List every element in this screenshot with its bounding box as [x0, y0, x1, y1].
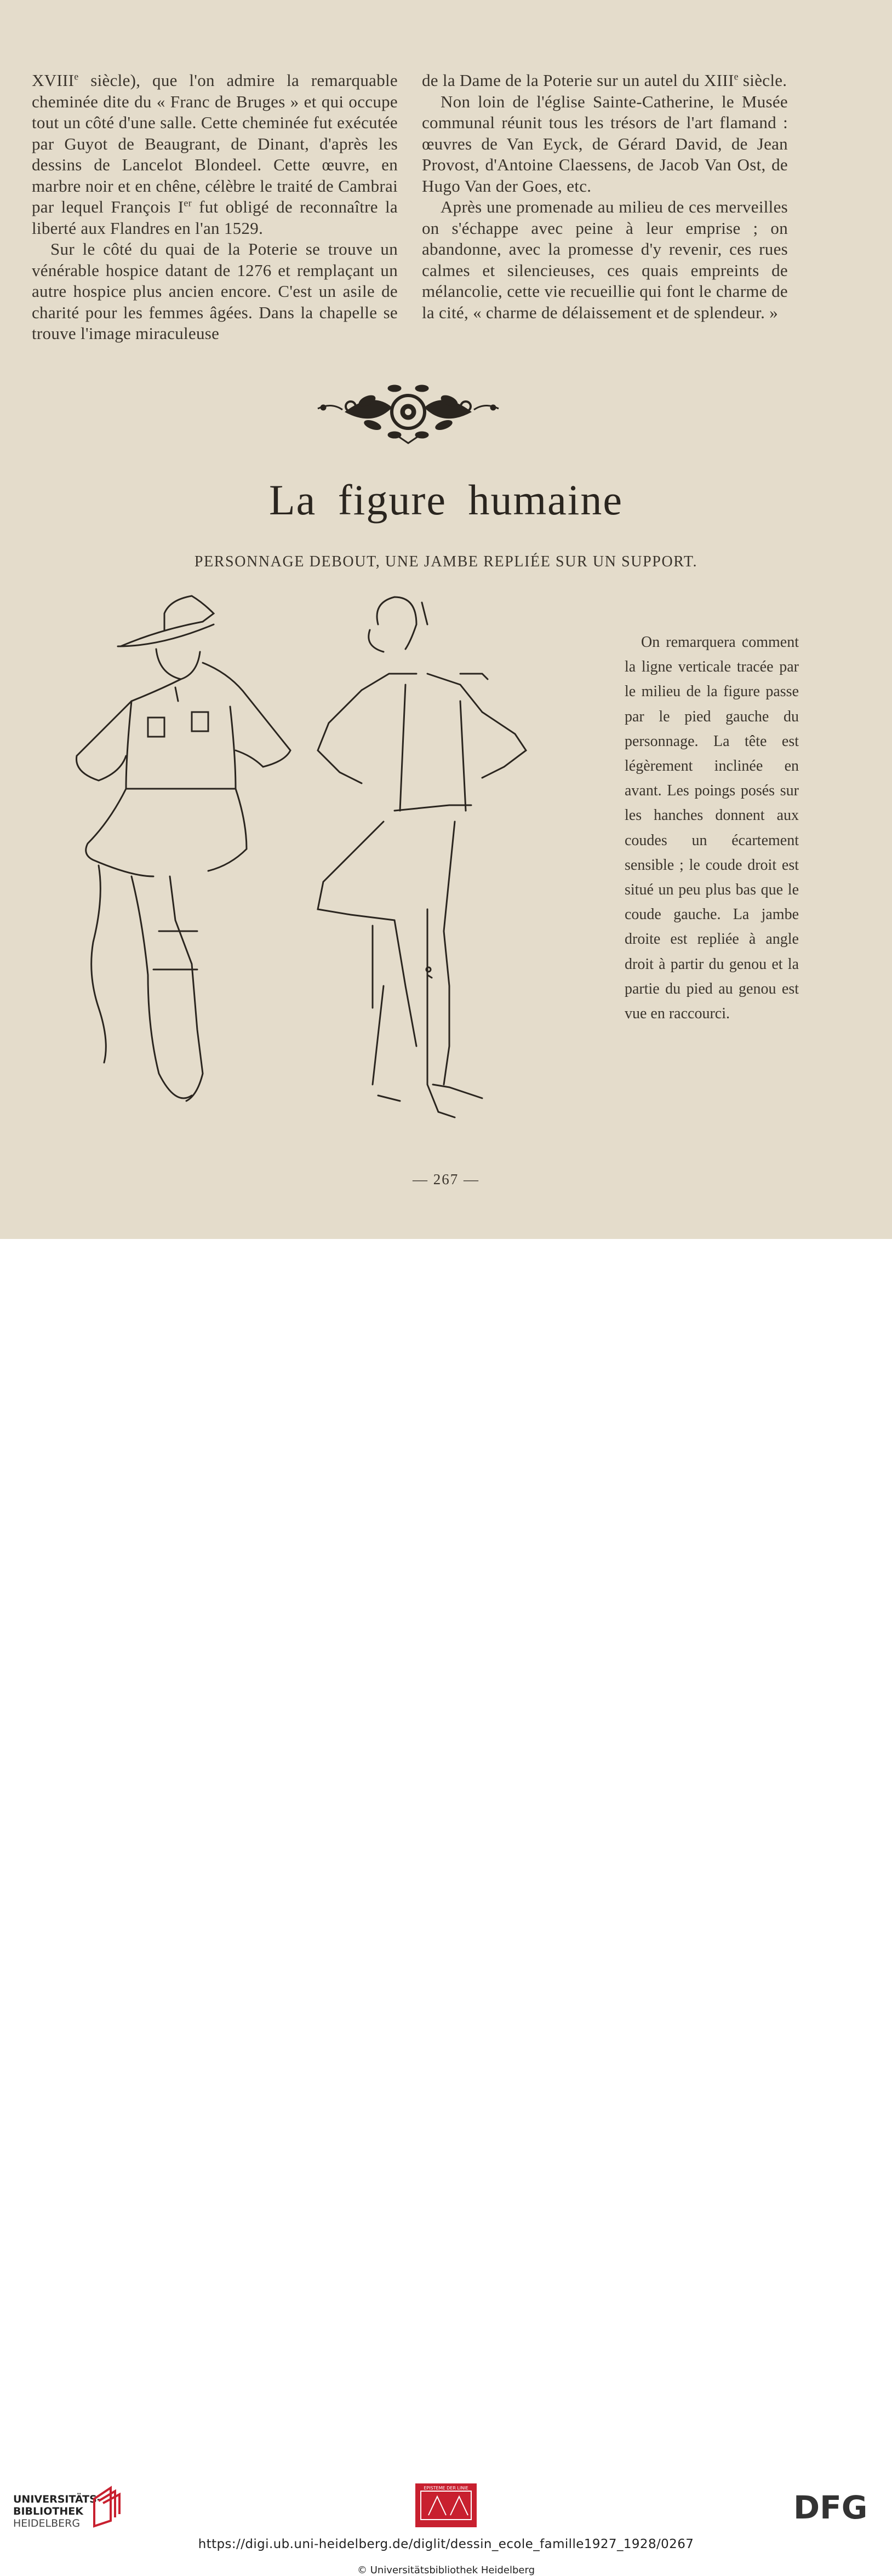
paragraph-3: de la Dame de la Poterie sur un autel du XIIIe siècle.: [422, 71, 787, 90]
episteme-badge-icon[interactable]: [415, 2483, 477, 2527]
svg-text:DFG: DFG: [793, 2490, 868, 2523]
clothed-figure-drawing: [77, 596, 291, 1101]
library-mark-icon: [89, 2482, 124, 2528]
figure-drawings: [66, 592, 548, 1150]
paragraph-1: XVIIIe siècle), que l'on admire la remarquable cheminée dite du « Franc de Bruges » et qui occupe tout un côté d'une salle. Cette cheminée fut exécutée par Guyot de Beaugrant, de Dinant, d'après les dessins de Lancelot Blondeel. Cette œuvre, en marbre noir et en chêne, célèbre le traité de Cambrai par lequel François Ier fut obligé de reconnaître la liberté aux Flandres en l'an 1529.: [32, 71, 398, 238]
text-column-left: [32, 70, 398, 345]
section-title: La figure humaine: [268, 476, 624, 524]
svg-text:EPISTEME DER LINIE: EPISTEME DER LINIE: [424, 2486, 468, 2491]
permalink[interactable]: https://digi.ub.uni-heidelberg.de/diglit/dessin_ecole_famille1927_1928/0267: [198, 2537, 694, 2551]
library-line-1: UNIVERSITÄTS-: [13, 2493, 101, 2505]
paragraph-5: Après une promenade au milieu de ces merveilles on s'échappe avec peine à leur emprise ; on abandonne, avec la promesse d'y revenir, ces rues calmes et silencieuses, ces quais empreints de mélancolie, cette vie recueillie qui font le charme de la cité, « charme de délaissement et de splendeur. »: [422, 197, 788, 322]
page-number: — 267 —: [413, 1171, 479, 1187]
copyright: © Universitätsbibliothek Heidelberg: [357, 2564, 535, 2576]
section-subtitle: PERSONNAGE DEBOUT, UNE JAMBE REPLIÉE SUR UN SUPPORT.: [194, 553, 698, 570]
library-logo[interactable]: [13, 2493, 101, 2529]
text-column-right: [422, 70, 788, 323]
viewer-footer: [0, 1239, 892, 2576]
library-line-2: BIBLIOTHEK: [13, 2505, 83, 2517]
paragraph-4: Non loin de l'église Sainte-Catherine, le Musée communal réunit tous les trésors de l'art flamand : œuvres de Van Eyck, de Gérard David, de Jean Provost, d'Antoine Claessens, de Jacob Van Ost, de Hugo Van der Goes, etc.: [422, 91, 788, 196]
figure-description: On remarquera comment la ligne verticale tracée par le milieu de la figure passe par le pied gauche du personnage. La tête est légèrement inclinée en avant. Les poings posés sur les hanches donnent aux coudes un écartement sensible ; le coude droit est situé un peu plus bas que le coude gauche. La jambe droite est repliée à angle droit à partir du genou et la partie du pied au genou est vue en raccourci.: [625, 634, 799, 1023]
scanned-page: [0, 0, 892, 1239]
library-line-3: HEIDELBERG: [13, 2517, 81, 2529]
construction-figure-drawing: [318, 597, 526, 1117]
dfg-logo[interactable]: [793, 2490, 881, 2523]
paragraph-2: Sur le côté du quai de la Poterie se trouve un vénérable hospice datant de 1276 et remplaçant un autre hospice plus ancien encore. C'est un asile de charité pour les femmes âgées. Dans la chapelle se trouve l'image miraculeuse: [32, 239, 398, 343]
floral-ornament: [312, 375, 504, 446]
